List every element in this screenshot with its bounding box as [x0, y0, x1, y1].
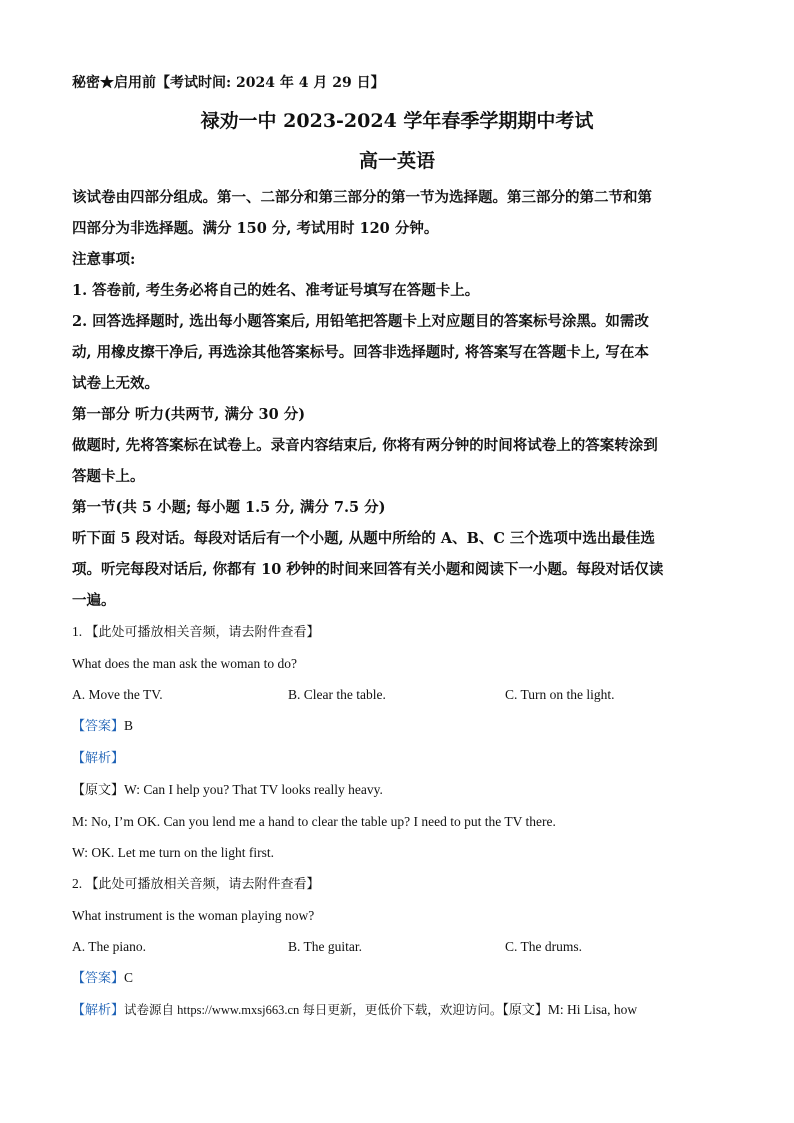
transcript-line: W: OK. Let me turn on the light first.	[72, 845, 274, 860]
option-b: B. Clear the table.	[288, 687, 386, 702]
part1-instruction-cont: 答题卡上。	[72, 468, 145, 485]
section1-instruction-cont: 一遍。	[72, 592, 116, 609]
notes-item-2-cont: 试卷上无效。	[72, 375, 159, 392]
exam-intro	[72, 182, 722, 244]
question-1-transcript	[72, 774, 722, 806]
answer-tag: 【答案】	[72, 719, 125, 734]
question-2-options	[72, 931, 722, 962]
question-number: 2.	[72, 876, 83, 891]
analysis-tag: 【解析】	[72, 1003, 125, 1018]
audio-placeholder[interactable]: 【此处可播放相关音频，请去附件查看】	[85, 625, 320, 640]
question-1-answer	[72, 710, 722, 742]
question-2-analysis	[72, 994, 722, 1026]
transcript-line: M: Hi Lisa, how	[547, 1002, 638, 1017]
original-text-tag: 【原文】	[72, 783, 125, 798]
transcript-line: M: No, I’m OK. Can you lend me a hand to clear the table up? I need to put the TV there.	[72, 814, 556, 829]
option-b: B. The guitar.	[288, 939, 362, 954]
part1-heading: 第一部分 听力(共两节, 满分 30 分)	[72, 406, 306, 423]
question-1	[72, 616, 722, 868]
question-1-audio	[72, 616, 722, 648]
notes-section	[72, 244, 722, 399]
part1-section	[72, 399, 722, 492]
source-notice: 试卷源自 https://www.mxsj663.cn 每日更新，更低价下载，欢迎访问。	[124, 1003, 503, 1017]
intro-line: 该试卷由四部分组成。第一、二部分和第三部分的第一节为选择题。第三部分的第二节和第	[72, 189, 652, 206]
exam-title: 禄劝一中 2023-2024 学年春季学期期中考试	[200, 110, 594, 132]
option-a: A. Move the TV.	[72, 687, 163, 702]
analysis-tag: 【解析】	[72, 751, 125, 766]
transcript-line: W: Can I help you? That TV looks really heavy.	[124, 782, 383, 797]
question-2-answer	[72, 962, 722, 994]
part1-instruction: 做题时, 先将答案标在试卷上。录音内容结束后, 你将有两分钟的时间将试卷上的答案转涂到	[72, 437, 658, 454]
option-c: C. Turn on the light.	[505, 687, 615, 702]
audio-placeholder[interactable]: 【此处可播放相关音频，请去附件查看】	[85, 877, 320, 892]
notes-item-2-cont: 动, 用橡皮擦干净后, 再选涂其他答案标号。回答非选择题时, 将答案写在答题卡上, 写在本	[72, 344, 649, 361]
question-2-stem: What instrument is the woman playing now?	[72, 908, 315, 923]
section1-heading: 第一节(共 5 小题; 每小题 1.5 分, 满分 7.5 分)	[72, 499, 386, 516]
question-2	[72, 868, 722, 1026]
section1	[72, 492, 722, 616]
intro-line: 四部分为非选择题。满分 150 分, 考试用时 120 分钟。	[72, 220, 439, 237]
notes-heading: 注意事项:	[72, 251, 136, 268]
question-1-analysis	[72, 742, 722, 774]
confidential-notice: 秘密★启用前【考试时间: 2024 年 4 月 29 日】	[72, 75, 385, 91]
option-a: A. The piano.	[72, 939, 146, 954]
original-text-tag: 【原文】	[502, 1003, 548, 1018]
answer-value: C	[124, 970, 134, 985]
question-1-stem: What does the man ask the woman to do?	[72, 656, 297, 671]
option-c: C. The drums.	[505, 939, 582, 954]
question-1-options	[72, 679, 722, 710]
exam-subtitle: 高一英语	[358, 150, 435, 172]
question-number: 1.	[72, 624, 83, 639]
answer-tag: 【答案】	[72, 971, 125, 986]
section1-instruction: 听下面 5 段对话。每段对话后有一个小题, 从题中所给的 A、B、C 三个选项中选出最佳选	[72, 530, 655, 547]
section1-instruction-cont: 项。听完每段对话后, 你都有 10 秒钟的时间来回答有关小题和阅读下一小题。每段对话仅读	[72, 561, 664, 578]
question-2-audio	[72, 868, 722, 900]
answer-value: B	[124, 718, 134, 733]
notes-item-2: 2. 回答选择题时, 选出每小题答案后, 用铅笔把答题卡上对应题目的答案标号涂黑。如需改	[72, 313, 649, 330]
notes-item-1: 1. 答卷前, 考生务必将自己的姓名、准考证号填写在答题卡上。	[72, 282, 480, 299]
